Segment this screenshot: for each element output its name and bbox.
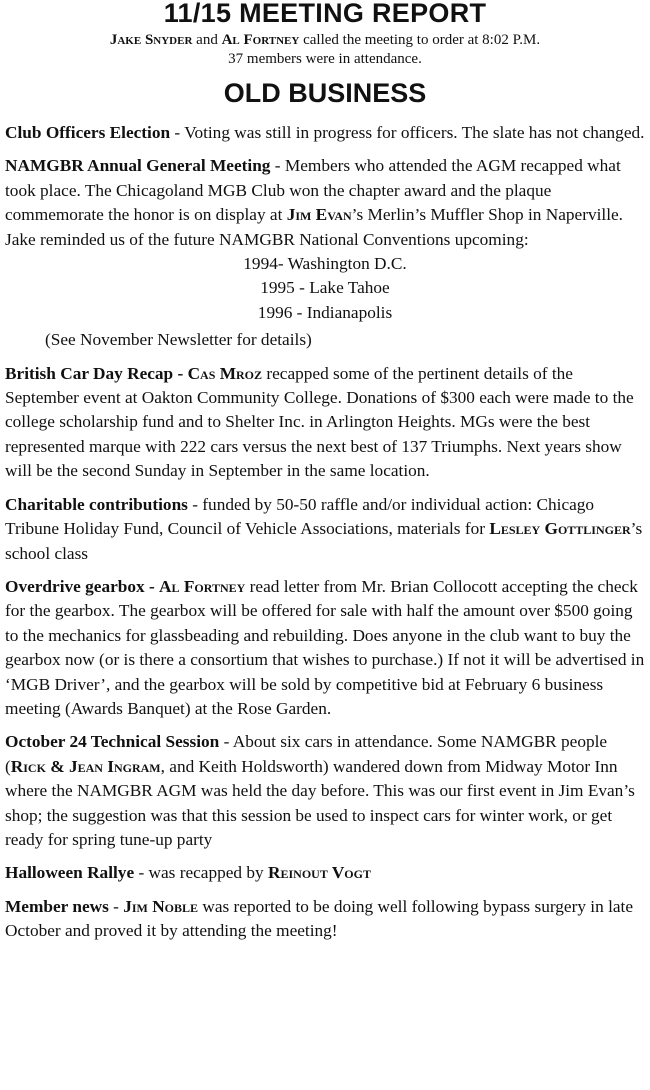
item-body: - Members who attended the AGM recapped what took place. The Chicagoland MGB Club won the chapter award and the plaque commemorate the honor is on display at <box>5 156 621 225</box>
person-name: Jim Noble <box>123 896 199 916</box>
item-body: - <box>108 896 124 916</box>
item-charitable-contributions <box>5 493 645 566</box>
item-british-car-day <box>5 362 645 484</box>
item-body: - funded by 50-50 raffle and/or individual action: Chicago Tribune Holiday Fund, Council of Vehicle Associations, materials for <box>5 494 595 539</box>
item-member-news <box>5 895 645 944</box>
attendance-line: 37 members were in attendance. <box>228 51 422 67</box>
person-name: Cas Mroz <box>187 363 263 383</box>
item-heading: British Car Day Recap - <box>5 363 188 383</box>
item-heading: Club Officers Election <box>5 123 171 142</box>
person-name: Al Fortney <box>159 576 246 596</box>
presider-name: Jake Snyder <box>109 32 193 48</box>
item-body: recapped some of the pertinent details of the September event at Oakton Community College. Donations of $300 each were made to the college scholarship fund and to Shelter Inc. in Arlington Heights. MGs were the best represented marque with 222 cars versus the next best of 137 Triumphs. Next years show will be the second Sunday in September in the same location. <box>5 363 634 481</box>
item-halloween-rallye <box>5 861 645 885</box>
item-agm <box>5 154 645 252</box>
item-heading: Member news <box>5 896 109 916</box>
person-name: Reinout Vogt <box>268 863 371 883</box>
convention-year: 1995 - Lake Tahoe <box>260 278 390 298</box>
item-body: ’s school class <box>5 519 643 563</box>
presider-name: Al Fortney <box>221 32 300 48</box>
meeting-info <box>5 31 645 69</box>
convention-list <box>5 252 645 325</box>
conjunction: and <box>192 32 222 48</box>
item-body: - Voting was still in progress for officers. The slate has not changed. <box>170 123 645 142</box>
item-overdrive-gearbox <box>5 575 645 721</box>
convention-year: 1996 - Indianapolis <box>257 302 393 322</box>
item-body: - About six cars in attendance. Some NAMGBR people ( <box>5 732 608 776</box>
item-technical-session <box>5 730 645 852</box>
item-heading: Halloween Rallye <box>5 863 135 883</box>
item-body: read letter from Mr. Brian Collocott accepting the check for the gearbox. The gearbox will be offered for sale with half the amount over $500 going to the mechanics for glassbeading and rebuilding. Does anyone in the club want to buy the gearbox now (or is there a consortium that wishes to purchase.) If not it will be advertised in ‘MGB Driver’, and the gearbox will be sold by competitive bid at February 6 business meeting (Awards Banquet) at the Rose Garden. <box>5 576 645 718</box>
person-name: Rick & Jean Ingram <box>10 756 161 776</box>
item-body: ’s Merlin’s Muffler Shop in Naperville. Jake reminded us of the future NAMGBR National Conventions upcoming: <box>5 205 623 249</box>
item-body: - was recapped by <box>134 863 268 883</box>
convention-year: 1994- Washington D.C. <box>243 254 407 274</box>
item-body: was reported to be doing well following bypass surgery in late October and proved it by attending the meeting! <box>5 896 634 941</box>
item-heading: NAMGBR Annual General Meeting <box>5 156 271 176</box>
item-heading: October 24 Technical Session <box>5 732 220 752</box>
page-title: 11/15 MEETING REPORT <box>163 0 487 28</box>
item-heading: Overdrive gearbox - <box>5 576 160 596</box>
call-to-order-line <box>5 31 645 50</box>
item-heading: Charitable contributions <box>5 494 188 514</box>
item-body: , and Keith Holdsworth) wandered down from Midway Motor Inn where the NAMGBR AGM was held the day before. This was our first event in Jim Evan’s shop; the suggestion was that this session be used to inspect cars for winter work, or get ready for spring tune-up party <box>5 756 635 849</box>
call-to-order-text: called the meeting to order at 8:02 P.M. <box>299 32 541 48</box>
newsletter-note: (See November Newsletter for details) <box>45 330 312 350</box>
person-name: Lesley Gottlinger <box>489 519 631 539</box>
person-name: Jim Evan <box>286 205 352 225</box>
section-title: OLD BUSINESS <box>223 78 427 108</box>
item-officers-election <box>5 121 645 145</box>
